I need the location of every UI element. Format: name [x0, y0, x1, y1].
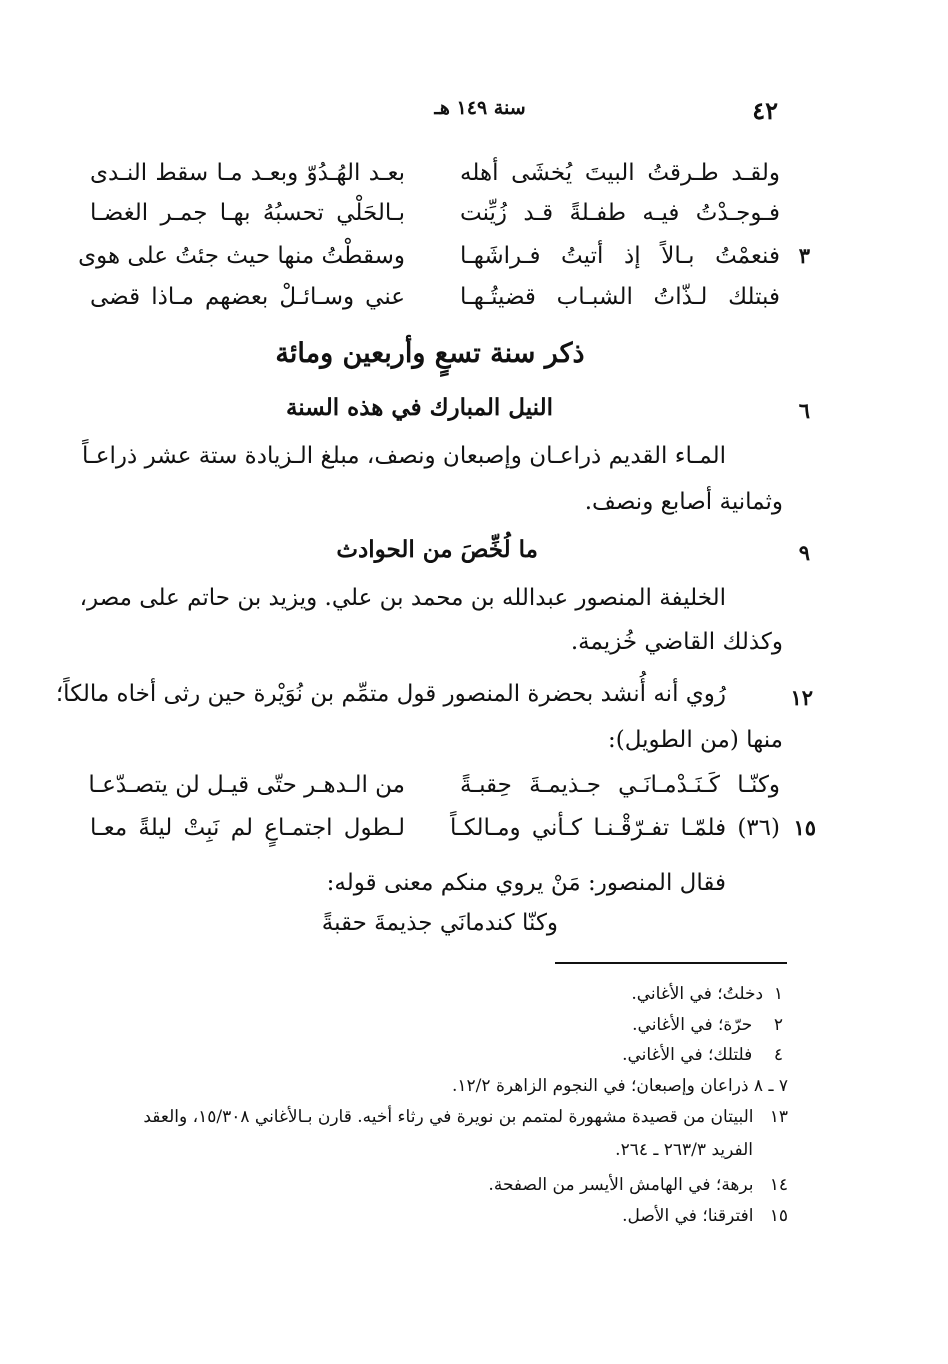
- poem1-verse: [90, 200, 810, 240]
- line-number: ٦: [798, 398, 810, 423]
- line-number: ١٢: [790, 685, 813, 710]
- poem2-verse: [90, 772, 810, 812]
- verse-first-hemistich: وكنّـا كَـنَـدْمـانَـي جـذيمـةَ حِقبـةً: [460, 772, 780, 798]
- running-title: سنة ١٤٩ هـ: [434, 97, 526, 119]
- page-number: ٤٢: [752, 96, 778, 125]
- poem1-verse: [90, 284, 810, 324]
- line-number: ٩: [798, 540, 810, 565]
- footnote: [631, 984, 783, 1004]
- poem1-verse: [78, 243, 810, 283]
- footnote-text: البيتان من قصيدة مشهورة لمتمم بن نويرة في رثاء أخيه. قارن بـالأغاني ١٥/٣٠٨، والعقد: [143, 1107, 754, 1127]
- story-paragraph-line: منها (من الطويل):: [608, 727, 783, 753]
- verse-first-hemistich: فـوجـدْتُ فيـه طفـلةً قـد زُيِّنت: [460, 200, 780, 226]
- footnote-number: ١٣: [769, 1107, 788, 1127]
- nile-paragraph-line: وثمانية أصابع ونصف.: [584, 489, 783, 515]
- verse-second-hemistich: لـطول اجتمـاعٍ لم نَبِتْ ليلةً معـا: [90, 815, 405, 841]
- events-paragraph-line: الخليفة المنصور عبدالله بن محمد بن علي. ويزيد بن حاتم على مصر،: [79, 585, 726, 611]
- events-paragraph-line: وكذلك القاضي خُزيمة.: [570, 629, 783, 655]
- subsection-title-events: ما لُخِّصَ من الحوادث: [336, 536, 538, 563]
- verse-first-hemistich: ولقـد طـرقتُ البيتَ يُخشَى أهله: [460, 160, 780, 186]
- line-number: ٣: [798, 243, 810, 268]
- footnote-text: افترقنا؛ في الأصل.: [622, 1206, 754, 1226]
- verse-first-hemistich: (٣٦) فلمّـا تفـرّقْـنـا كـأني ومـالكـاً: [450, 815, 780, 841]
- footnote-number: ١٥: [769, 1206, 788, 1226]
- footnote-number: ٢: [773, 1015, 783, 1035]
- footnote: [632, 1015, 783, 1035]
- footnote-number: ١: [773, 984, 783, 1004]
- footnote-continuation: الفريد ٢٦٣/٣ ـ ٢٦٤.: [615, 1140, 753, 1160]
- verse-second-hemistich: بـالحَلْي تحسبُهُ بهـا جمـر الغضـا: [90, 200, 405, 226]
- verse-second-hemistich: عني وسـائـلْ بعضهم مـاذا قضى: [90, 284, 405, 310]
- verse-first-hemistich: فبتلك لـذّاتُ الشبـاب قضيتُـهـا: [460, 284, 780, 310]
- footnote: [622, 1045, 783, 1065]
- verse-second-hemistich: من الـدهـر حتّى قيـل لن يتصـدّعـا: [88, 772, 405, 798]
- footnote: [622, 1206, 788, 1226]
- footnote-text: برهة؛ في الهامش الأيسر من الصفحة.: [488, 1175, 754, 1195]
- poem1-verse: [90, 160, 810, 200]
- footnote-text: فلتلك؛ في الأغاني.: [622, 1045, 753, 1065]
- nile-paragraph-line: المـاء القديم ذراعـان وإصبعان ونصف، مبلغ الـزيادة ستة عشر ذراعـاً: [82, 443, 726, 469]
- line-number: ١٥: [793, 815, 816, 840]
- story-paragraph-line: رُوي أنه أُنشد بحضرة المنصور قول متمِّم بن نُوَيْرة حين رثى أخاه مالكاً؛: [55, 681, 726, 707]
- verse-first-hemistich: فنعمْتُ بـالاً إذ أتيتُ فـراشَهـا: [460, 243, 780, 269]
- closing-verse-line: وكنّا كندمانَي جذيمةَ حقبةً: [321, 910, 558, 936]
- footnote-text: حرّة؛ في الأغاني.: [632, 1015, 753, 1035]
- verse-second-hemistich: بعـد الهُـدُوّ وبعـد مـا سقط النـدى: [90, 160, 405, 186]
- subsection-title-nile: النيل المبارك في هذه السنة: [285, 394, 553, 421]
- footnote-separator: [555, 962, 787, 964]
- footnote-number: ٧ ـ ٨: [753, 1076, 788, 1096]
- footnote-text: دخلتُ؛ في الأغاني.: [631, 984, 764, 1004]
- footnote: [488, 1175, 788, 1195]
- footnote: [452, 1076, 788, 1096]
- closing-line: فقال المنصور: مَنْ يروي منكم معنى قوله:: [326, 870, 726, 896]
- footnote: [98, 1107, 788, 1127]
- verse-second-hemistich: وسقطْتُ منها حيث جئتُ على هوى: [78, 243, 405, 269]
- poem2-verse: [90, 815, 816, 855]
- footnote-number: ٤: [773, 1045, 783, 1065]
- section-title: ذكر سنة تسعٍ وأربعين ومائة: [275, 338, 585, 369]
- footnote-text: ذراعان وإصبعان؛ في النجوم الزاهرة ١٢/٢.: [452, 1076, 749, 1096]
- footnote-number: ١٤: [769, 1175, 788, 1195]
